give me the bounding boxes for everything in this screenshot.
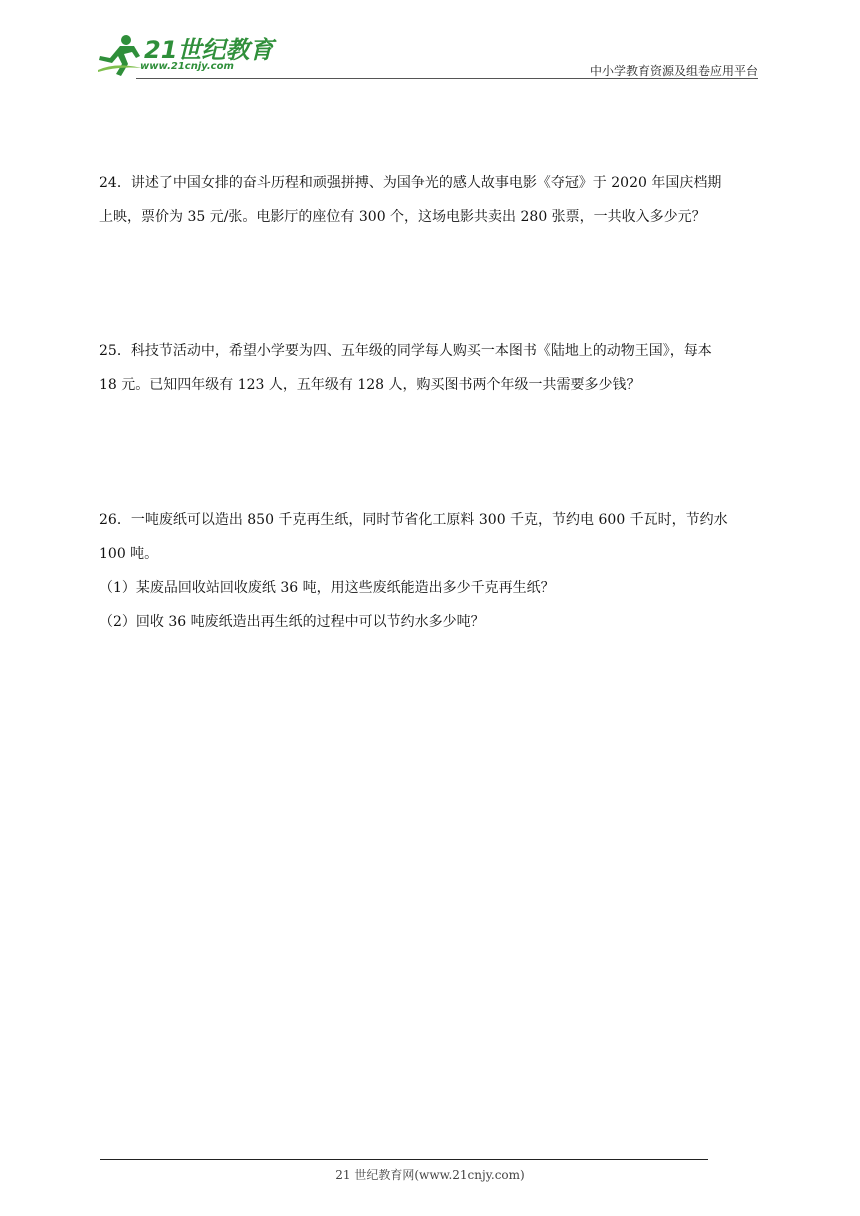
- logo-text: 21世纪教育: [144, 36, 274, 64]
- logo: [96, 32, 274, 78]
- question-line: 18 元。已知四年级有 123 人，五年级有 128 人，购买图书两个年级一共需要多少钱？: [99, 377, 641, 393]
- footer-divider: [100, 1159, 708, 1160]
- header-divider: [136, 78, 758, 79]
- header-platform-text: 中小学教育资源及组卷应用平台: [589, 64, 758, 78]
- question-line: 26．一吨废纸可以造出 850 千克再生纸，同时节省化工原料 300 千克，节约电 600 千瓦时，节约水: [99, 512, 728, 528]
- question-line: 25．科技节活动中，希望小学要为四、五年级的同学每人购买一本图书《陆地上的动物王国》，每本: [99, 343, 712, 359]
- question-line: 24．讲述了中国女排的奋斗历程和顽强拼搏、为国争光的感人故事电影《夺冠》于 2020 年国庆档期: [99, 175, 722, 191]
- question-line: 上映，票价为 35 元/张。电影厅的座位有 300 个，这场电影共卖出 280 张票，一共收入多少元？: [99, 209, 706, 225]
- footer-text: 21 世纪教育网(www.21cnjy.com): [335, 1168, 525, 1182]
- question-25: [99, 334, 767, 402]
- sub-question-1: （1）某废品回收站回收废纸 36 吨，用这些废纸能造出多少千克再生纸？: [99, 580, 555, 596]
- page-header: [96, 28, 758, 80]
- sub-question-2: （2）回收 36 吨废纸造出再生纸的过程中可以节约水多少吨？: [99, 614, 485, 630]
- question-24: [99, 166, 767, 234]
- logo-url: www.21cnjy.com: [140, 61, 234, 72]
- question-line: 100 吨。: [99, 546, 159, 562]
- runner-logo-icon: [96, 32, 144, 78]
- question-26: [99, 503, 767, 639]
